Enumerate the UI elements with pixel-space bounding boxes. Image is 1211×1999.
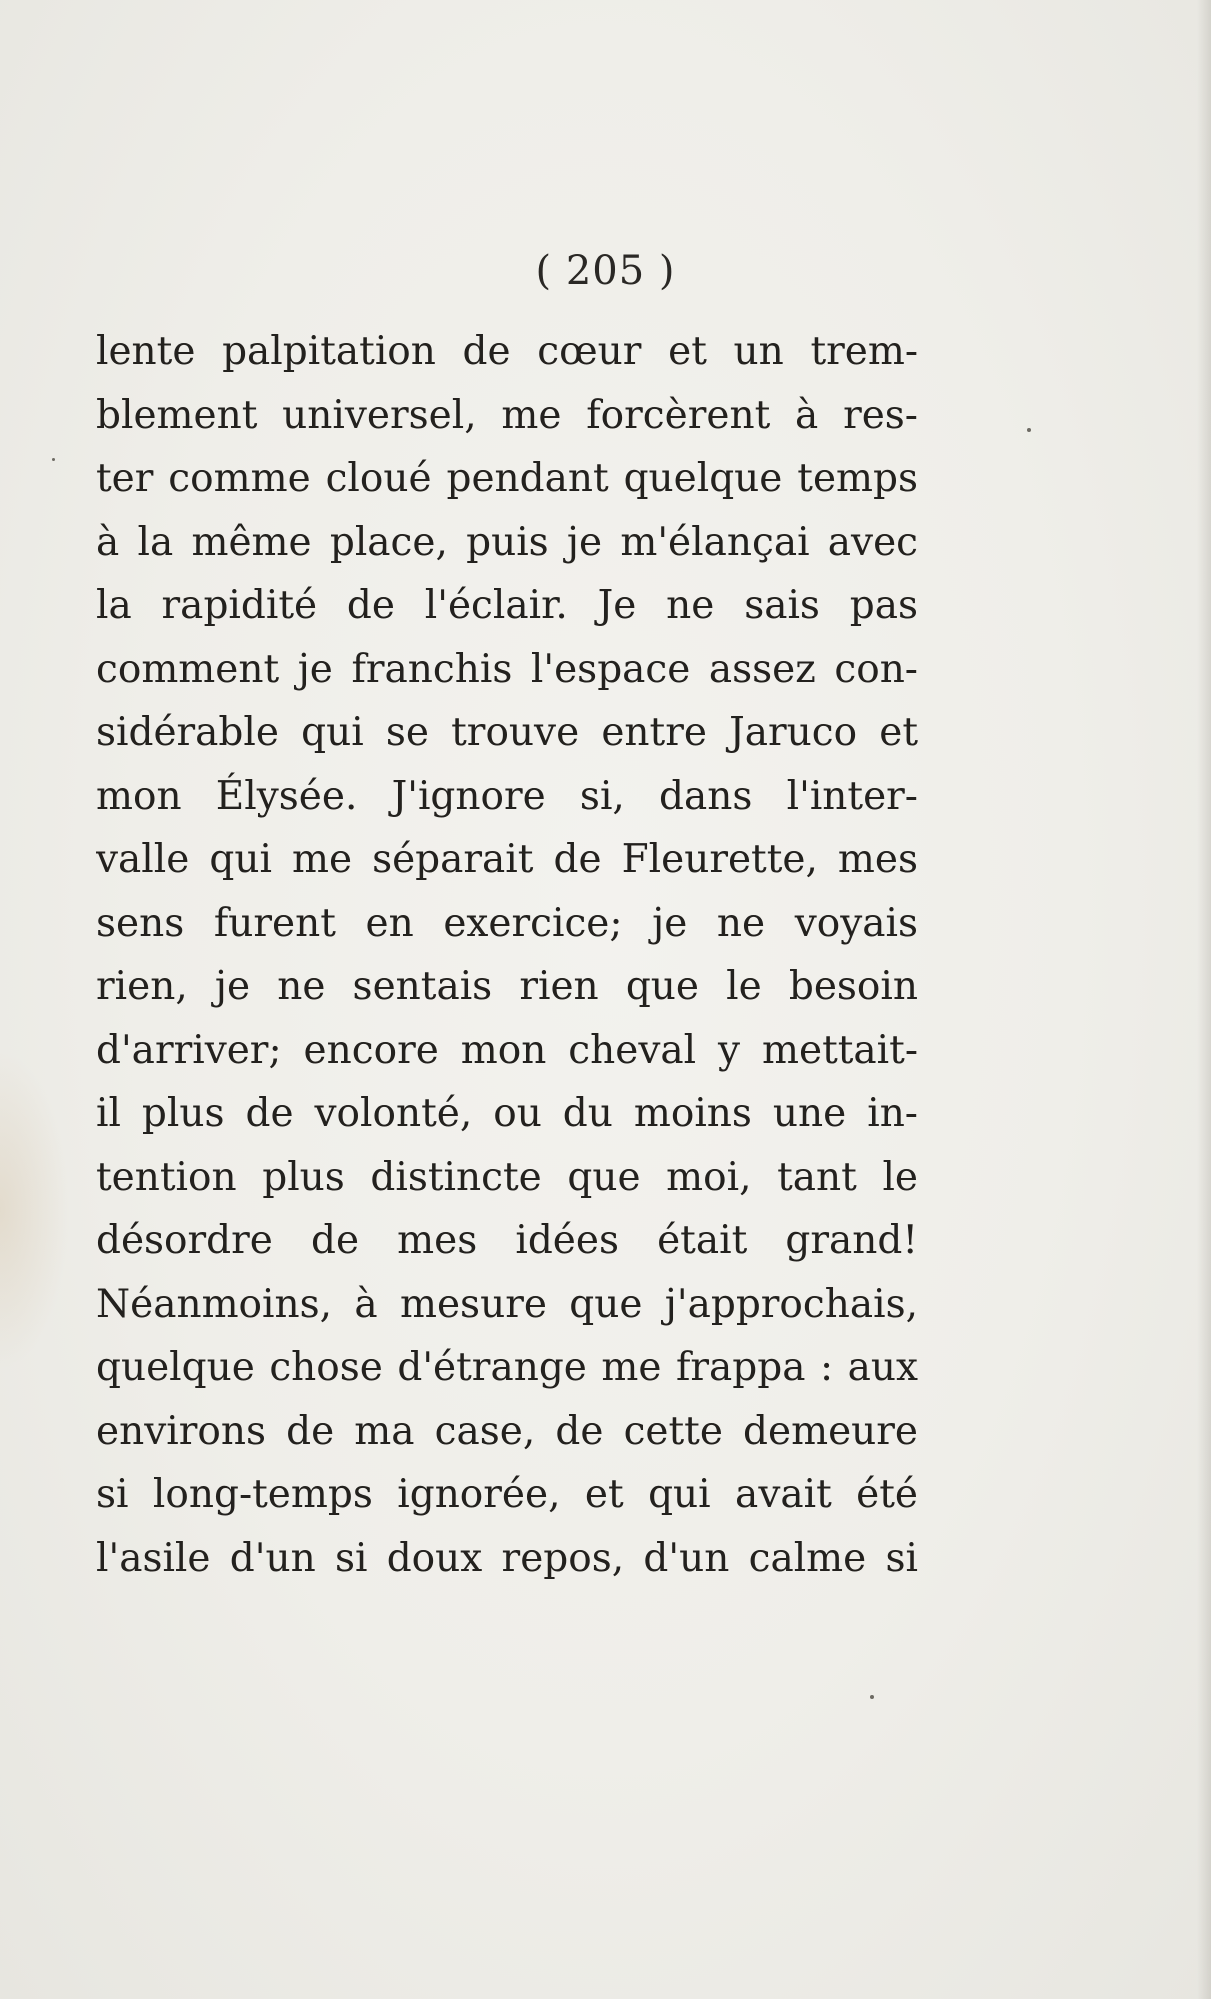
paper-speck	[870, 1695, 874, 1699]
text-line: d'arriver; encore mon cheval y mettait-	[96, 1027, 918, 1073]
text-line: valle qui me séparait de Fleurette, mes	[96, 837, 918, 882]
text-line: à la même place, puis je m'élançai avec	[96, 519, 918, 565]
text-line: il plus de volonté, ou du moins une in-	[96, 1091, 918, 1136]
text-line: désordre de mes idées était grand!	[96, 1218, 918, 1263]
text-line: la rapidité de l'éclair. Je ne sais pas	[96, 583, 918, 628]
paper-speck	[52, 458, 55, 461]
text-line: quelque chose d'étrange me frappa : aux	[96, 1345, 918, 1390]
text-line: rien, je ne sentais rien que le besoin	[96, 964, 918, 1009]
paper-speck	[1027, 428, 1031, 432]
page-stain	[0, 1050, 70, 1370]
text-line: mon Élysée. J'ignore si, dans l'inter-	[96, 773, 918, 819]
text-line: sidérable qui se trouve entre Jaruco et	[96, 710, 918, 755]
text-line: l'asile d'un si doux repos, d'un calme si	[96, 1535, 918, 1581]
text-line: lente palpitation de cœur et un trem-	[96, 329, 918, 374]
page-number: ( 205 )	[535, 248, 676, 294]
text-line: si long-temps ignorée, et qui avait été	[96, 1472, 918, 1517]
body-text	[96, 320, 918, 1590]
text-line: blement universel, me forcèrent à res-	[96, 392, 918, 438]
text-line: comment je franchis l'espace assez con-	[96, 646, 918, 692]
text-line: environs de ma case, de cette demeure	[96, 1408, 918, 1454]
text-line: ter comme cloué pendant quelque temps	[96, 456, 918, 501]
page-edge-shadow	[1197, 0, 1211, 1999]
text-line: Néanmoins, à mesure que j'approchais,	[96, 1281, 918, 1327]
text-line: tention plus distincte que moi, tant le	[96, 1154, 918, 1200]
text-line: sens furent en exercice; je ne voyais	[96, 900, 918, 946]
